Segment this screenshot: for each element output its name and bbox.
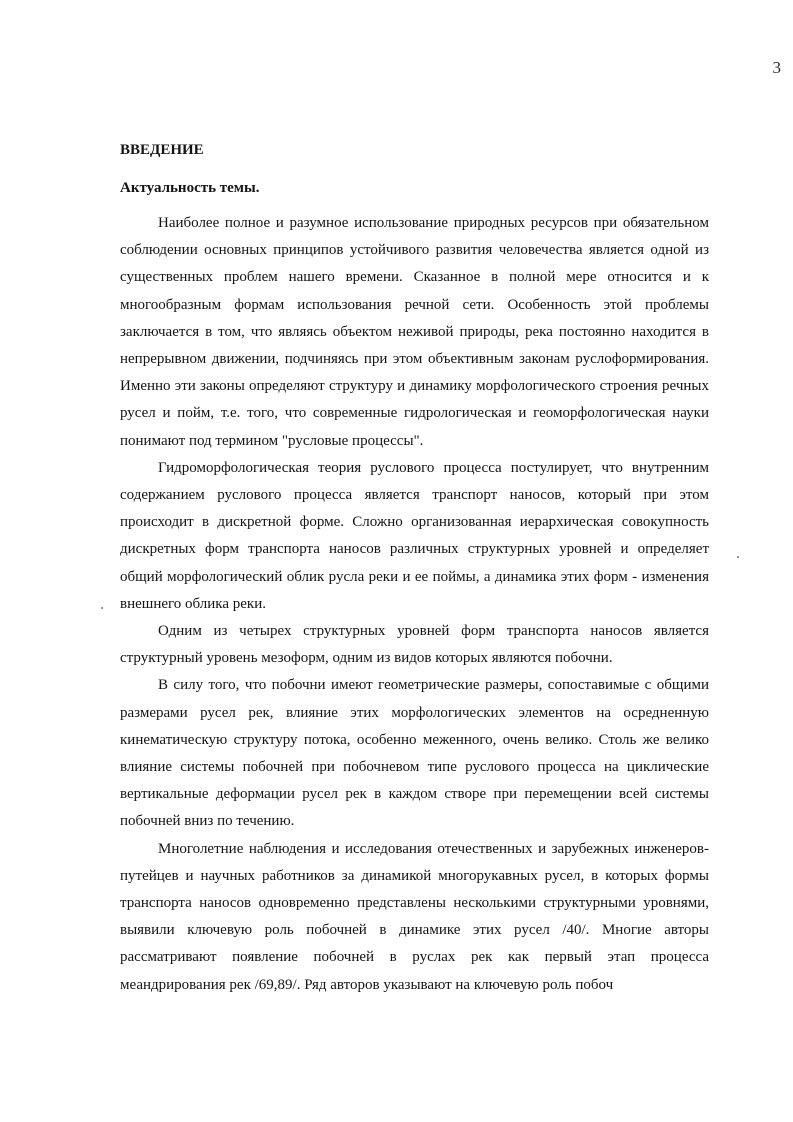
- section-subtitle: Актуальность темы.: [120, 180, 260, 196]
- paragraph-1: Наиболее полное и разумное использование природных ресурсов при обязательном соблюдении основных принципов устойчивого развития человечества является одной из существенных проблем нашего времени. Сказанное в полной мере относится и к многообразным формам использования речной сети. Особенность этой проблемы заключается в том, что являясь объектом неживой природы, река постоянно находится в непрерывном движении, подчиняясь при этом объективным законам руслоформирования. Именно эти законы определяют структуру и динамику морфологического строения речных русел и пойм, т.е. того, что современные гидрологическая и геоморфологическая науки понимают под термином "русловые процессы".: [120, 215, 709, 449]
- scan-speck: [737, 556, 739, 558]
- document-body: [120, 140, 709, 999]
- paragraph-4: В силу того, что побочни имеют геометрические размеры, сопоставимые с общими размерами русел рек, влияние этих морфологических элементов на осредненную кинематическую структуру потока, особенно меженного, очень велико. Столь же велико влияние системы побочней при побочневом типе руслового процесса на циклические вертикальные деформации русел рек в каждом створе при перемещении всей системы побочней вниз по течению.: [120, 677, 709, 830]
- paragraph-5: Многолетние наблюдения и исследования отечественных и зарубежных инженеров-путейцев и научных работников за динамикой многорукавных русел, в которых формы транспорта наносов одновременно представлены несколькими структурными уровнями, выявили ключевую роль побочней в динамике этих русел /40/. Многие авторы рассматривают появление побочней в руслах рек как первый этап процесса меандрирования рек /69,89/. Ряд авторов указывают на ключевую роль побоч: [120, 840, 709, 993]
- section-title: ВВЕДЕНИЕ: [120, 142, 204, 158]
- page-number: 3: [772, 58, 781, 77]
- scan-speck: [101, 607, 103, 609]
- paragraph-3: Одним из четырех структурных уровней форм транспорта наносов является структурный уровень мезоформ, одним из видов которых являются побочни.: [120, 623, 709, 667]
- paragraph-2: Гидроморфологическая теория руслового процесса постулирует, что внутренним содержанием руслового процесса является транспорт наносов, который при этом происходит в дискретной форме. Сложно организованная иерархическая совокупность дискретных форм транспорта наносов различных структурных уровней и определяет общий морфологический облик русла реки и ее поймы, а динамика этих форм - изменения внешнего облика реки.: [120, 459, 709, 612]
